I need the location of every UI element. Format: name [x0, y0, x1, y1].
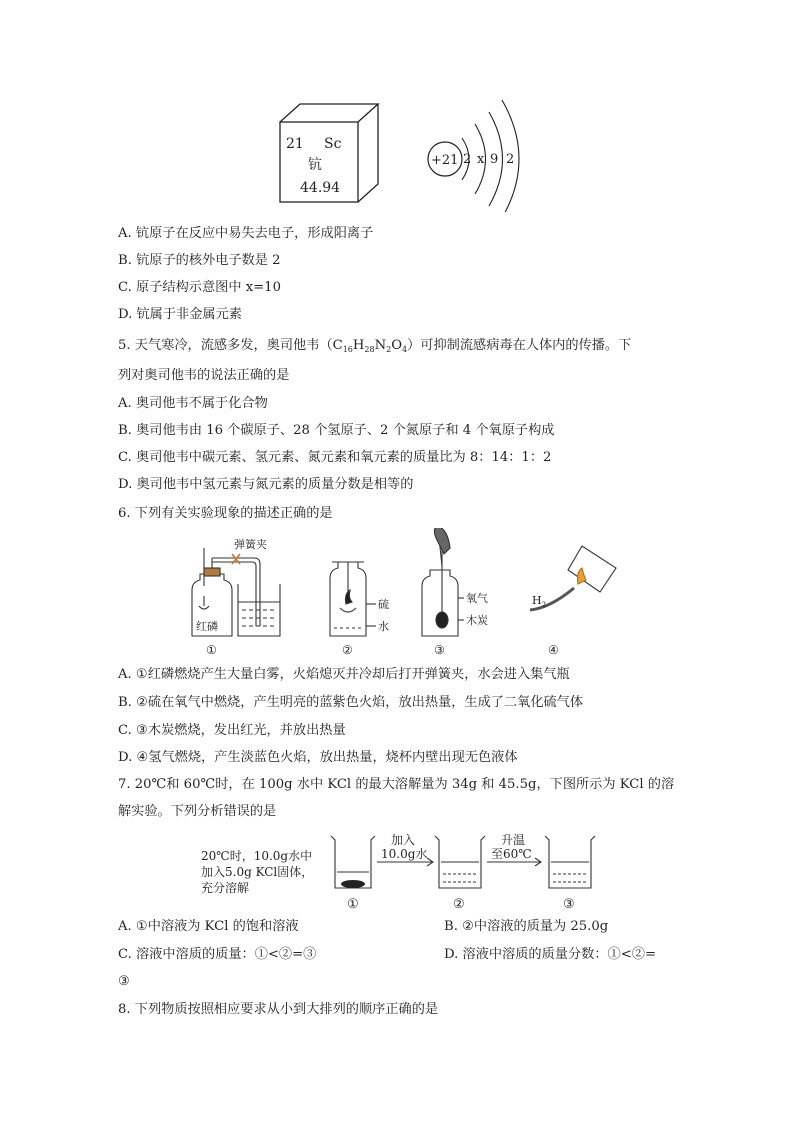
q7-option-a: A. ①中溶液为 KCl 的饱和溶液: [118, 919, 299, 934]
q5-stem: [118, 337, 631, 359]
charcoal-glow-icon: [436, 612, 448, 628]
q5-option-c: C. 奥司他韦中碳元素、氢元素、氮元素和氧元素的质量比为 8：14：1：2: [118, 450, 552, 465]
element-mass: 44.94: [300, 180, 341, 196]
tongs-hand-icon: [434, 528, 450, 554]
shell-3-count: 9: [490, 152, 499, 167]
shell-1-count: 2: [463, 152, 472, 167]
q5-option-d: D. 奥司他韦中氢元素与氮元素的质量分数是相等的: [118, 477, 414, 492]
scandium-figure: [270, 92, 530, 212]
caption-3: ③: [434, 643, 445, 657]
q6-stem: 6. 下列有关实验现象的描述正确的是: [118, 506, 333, 521]
q8-stem: 8. 下列物质按照相应要求从小到大排列的顺序正确的是: [118, 1002, 439, 1017]
shell-2-count: x: [477, 152, 485, 167]
arrow-2-label-bottom: 至60℃: [491, 847, 532, 861]
q7-stem-line2: 解实验。下列分析错误的是: [118, 804, 277, 819]
label-sulfur: 硫: [378, 598, 389, 611]
element-number: 21: [286, 136, 304, 152]
shell-4-count: 2: [506, 152, 515, 167]
q7-option-d-continued: ③: [118, 974, 130, 989]
q4-option-a: A. 钪原子在反应中易失去电子，形成阳离子: [118, 226, 374, 241]
q4-option-c: C. 原子结构示意图中 x=10: [118, 280, 281, 295]
q6-option-c: C. ③木炭燃烧，发出红光，并放出热量: [118, 723, 346, 738]
arrow-1-label-top: 加入: [391, 833, 416, 847]
label-charcoal: 木炭: [466, 614, 488, 627]
q6-option-d: D. ④氢气燃烧，产生淡蓝色火焰，放出热量，烧杯内壁出现无色液体: [118, 750, 518, 765]
q5-option-a: A. 奥司他韦不属于化合物: [118, 396, 268, 411]
element-symbol: Sc: [324, 136, 342, 152]
nucleus-charge: +21: [431, 153, 459, 168]
q5-stem-after: ）可抑制流感病毒在人体内的传播。下: [407, 338, 632, 353]
undissolved-solid-icon: [341, 880, 365, 888]
q5-stem-before: 5. 天气寒冷，流感多发，奥司他韦（: [118, 338, 333, 353]
q7-dissolution-figure: [195, 826, 615, 916]
q6-option-a: A. ①红磷燃烧产生大量白雾，火焰熄灭并冷却后打开弹簧夹，水会进入集气瓶: [118, 667, 570, 682]
q4-option-d: D. 钪属于非金属元素: [118, 307, 242, 322]
sulfur-flame-icon: [346, 590, 353, 604]
q4-option-b: B. 钪原子的核外电子数是 2: [118, 253, 281, 268]
q5-stem-line2: 列对奥司他韦的说法正确的是: [118, 368, 290, 383]
arrow-2-label-top: 升温: [501, 833, 526, 847]
element-name: 钪: [308, 157, 322, 173]
label-oxygen: 氧气: [466, 592, 488, 605]
caption-2: ②: [342, 643, 353, 657]
q7-option-c: C. 溶液中溶质的质量：①<②=③: [118, 947, 317, 962]
label-spring-clip: 弹簧夹: [234, 538, 267, 551]
q7-option-b: B. ②中溶液的质量为 25.0g: [444, 919, 609, 934]
q7-desc-line1: 20℃时，10.0g水中: [201, 849, 313, 863]
q5-option-b: B. 奥司他韦由 16 个碳原子、28 个氢原子、2 个氮原子和 4 个氧原子构成: [118, 423, 555, 438]
label-water: 水: [378, 620, 389, 633]
arrow-1-label-bottom: 10.0g水: [381, 847, 428, 861]
q6-apparatus-figure: [180, 528, 620, 663]
q7-desc-line3: 充分溶解: [201, 881, 250, 895]
q5-formula: $C_{16}H_{28}N_2O_4$: [332, 338, 408, 354]
label-h2: $H_2$: [532, 594, 547, 609]
beaker-3-caption: ③: [563, 897, 575, 912]
caption-1: ①: [206, 643, 217, 657]
q7-option-d: D. 溶液中溶质的质量分数：①<②=: [444, 947, 657, 962]
q7-desc-line2: 加入5.0g KCl固体，: [201, 865, 314, 879]
apparatus-2: [330, 562, 376, 636]
q6-option-b: B. ②硫在氧气中燃烧，产生明亮的蓝紫色火焰，放出热量，生成了二氧化硫气体: [118, 695, 584, 710]
caption-4: ④: [548, 643, 559, 657]
beaker-2-caption: ②: [453, 897, 465, 912]
beaker-1-caption: ①: [347, 897, 359, 912]
label-red-phosphorus: 红磷: [196, 620, 218, 633]
q7-stem-line1: 7. 20℃和 60℃时，在 100g 水中 KCl 的最大溶解量为 34g 和 45.5g，下图所示为 KCl 的溶: [118, 777, 675, 792]
